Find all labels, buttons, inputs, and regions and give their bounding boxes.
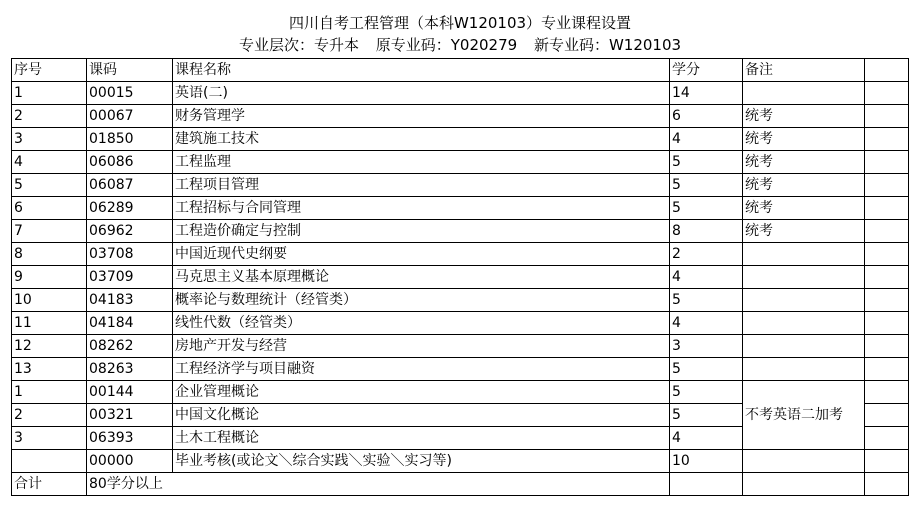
merged-note-cell: 不考英语二加考	[743, 381, 865, 450]
row-code: 04184	[87, 312, 173, 335]
row-code: 03708	[87, 243, 173, 266]
row-code: 00067	[87, 105, 173, 128]
total-value: 80学分以上	[87, 473, 670, 496]
row-name: 工程监理	[173, 151, 670, 174]
row-extra	[865, 289, 909, 312]
row-no: 3	[12, 128, 87, 151]
row-code: 01850	[87, 128, 173, 151]
table-row	[12, 220, 909, 243]
row-credit: 6	[670, 105, 743, 128]
row-code: 00321	[87, 404, 173, 427]
row-extra	[865, 381, 909, 404]
row-credit: 4	[670, 128, 743, 151]
row-extra	[865, 427, 909, 450]
row-code: 00000	[87, 450, 173, 473]
row-note	[743, 82, 865, 105]
row-name: 线性代数（经管类）	[173, 312, 670, 335]
total-label: 合计	[12, 473, 87, 496]
row-name: 英语(二)	[173, 82, 670, 105]
row-code: 04183	[87, 289, 173, 312]
row-code: 00015	[87, 82, 173, 105]
row-code: 03709	[87, 266, 173, 289]
row-no: 1	[12, 82, 87, 105]
column-header-name: 课程名称	[173, 59, 670, 82]
row-no: 11	[12, 312, 87, 335]
row-code: 06289	[87, 197, 173, 220]
row-credit: 5	[670, 197, 743, 220]
row-extra	[865, 266, 909, 289]
row-no: 1	[12, 381, 87, 404]
row-no: 5	[12, 174, 87, 197]
row-note	[743, 335, 865, 358]
level-label: 专业层次：专升本	[238, 36, 359, 54]
row-name: 企业管理概论	[173, 381, 670, 404]
page-subtitle	[0, 36, 920, 54]
row-extra	[865, 312, 909, 335]
row-note	[743, 243, 865, 266]
row-no: 8	[12, 243, 87, 266]
row-credit: 5	[670, 174, 743, 197]
row-name: 马克思主义基本原理概论	[173, 266, 670, 289]
row-credit: 8	[670, 220, 743, 243]
table-row	[12, 450, 909, 473]
table-row	[12, 312, 909, 335]
row-name: 工程经济学与项目融资	[173, 358, 670, 381]
row-name: 中国近现代史纲要	[173, 243, 670, 266]
row-name: 工程造价确定与控制	[173, 220, 670, 243]
row-name: 毕业考核(或论文＼综合实践＼实验＼实习等)	[173, 450, 670, 473]
row-extra	[865, 450, 909, 473]
table-row	[12, 174, 909, 197]
row-no: 4	[12, 151, 87, 174]
column-header-extra	[865, 59, 909, 82]
row-no: 12	[12, 335, 87, 358]
table-header-row	[12, 59, 909, 82]
row-no: 9	[12, 266, 87, 289]
page-title: 四川自考工程管理（本科W120103）专业课程设置	[288, 14, 632, 32]
table-row	[12, 358, 909, 381]
row-credit: 2	[670, 243, 743, 266]
row-credit: 5	[670, 151, 743, 174]
row-code: 06962	[87, 220, 173, 243]
row-name: 房地产开发与经营	[173, 335, 670, 358]
row-code: 08263	[87, 358, 173, 381]
table-row	[12, 243, 909, 266]
row-credit: 3	[670, 335, 743, 358]
row-note: 统考	[743, 105, 865, 128]
table-row	[12, 266, 909, 289]
row-credit: 5	[670, 381, 743, 404]
total-extra	[865, 473, 909, 496]
table-row	[12, 105, 909, 128]
row-extra	[865, 358, 909, 381]
table-row	[12, 335, 909, 358]
row-name: 工程项目管理	[173, 174, 670, 197]
row-name: 建筑施工技术	[173, 128, 670, 151]
row-extra	[865, 197, 909, 220]
total-note	[743, 473, 865, 496]
row-extra	[865, 82, 909, 105]
new-code-label: 新专业码：W120103	[533, 36, 682, 54]
row-name: 土木工程概论	[173, 427, 670, 450]
row-note	[743, 358, 865, 381]
row-extra	[865, 174, 909, 197]
row-code: 00144	[87, 381, 173, 404]
row-no: 2	[12, 404, 87, 427]
row-extra	[865, 220, 909, 243]
row-credit: 5	[670, 404, 743, 427]
row-no: 10	[12, 289, 87, 312]
table-row	[12, 82, 909, 105]
column-header-note: 备注	[743, 59, 865, 82]
table-row	[12, 197, 909, 220]
row-extra	[865, 151, 909, 174]
row-name: 中国文化概论	[173, 404, 670, 427]
row-note: 统考	[743, 128, 865, 151]
column-header-code: 课码	[87, 59, 173, 82]
row-note: 统考	[743, 220, 865, 243]
total-credit	[670, 473, 743, 496]
row-name: 财务管理学	[173, 105, 670, 128]
row-name: 概率论与数理统计（经管类）	[173, 289, 670, 312]
row-credit: 4	[670, 266, 743, 289]
row-extra	[865, 243, 909, 266]
row-no	[12, 450, 87, 473]
row-no: 7	[12, 220, 87, 243]
table-total-row	[12, 473, 909, 496]
course-table	[11, 58, 909, 496]
row-no: 13	[12, 358, 87, 381]
row-note: 统考	[743, 197, 865, 220]
row-extra	[865, 128, 909, 151]
row-code: 06087	[87, 174, 173, 197]
row-note: 统考	[743, 151, 865, 174]
row-code: 08262	[87, 335, 173, 358]
row-credit: 4	[670, 312, 743, 335]
row-no: 3	[12, 427, 87, 450]
table-row	[12, 128, 909, 151]
row-extra	[865, 335, 909, 358]
row-code: 06086	[87, 151, 173, 174]
row-name: 工程招标与合同管理	[173, 197, 670, 220]
row-note: 统考	[743, 174, 865, 197]
old-code-label: 原专业码：Y020279	[375, 36, 518, 54]
column-header-credit: 学分	[670, 59, 743, 82]
row-no: 2	[12, 105, 87, 128]
row-extra	[865, 105, 909, 128]
row-note	[743, 266, 865, 289]
row-no: 6	[12, 197, 87, 220]
row-credit: 10	[670, 450, 743, 473]
row-extra	[865, 404, 909, 427]
row-credit: 5	[670, 358, 743, 381]
row-code: 06393	[87, 427, 173, 450]
row-credit: 5	[670, 289, 743, 312]
row-note	[743, 450, 865, 473]
table-row	[12, 289, 909, 312]
table-row	[12, 381, 909, 404]
row-credit: 14	[670, 82, 743, 105]
table-row	[12, 151, 909, 174]
row-credit: 4	[670, 427, 743, 450]
row-note	[743, 289, 865, 312]
row-note	[743, 312, 865, 335]
column-header-no: 序号	[12, 59, 87, 82]
